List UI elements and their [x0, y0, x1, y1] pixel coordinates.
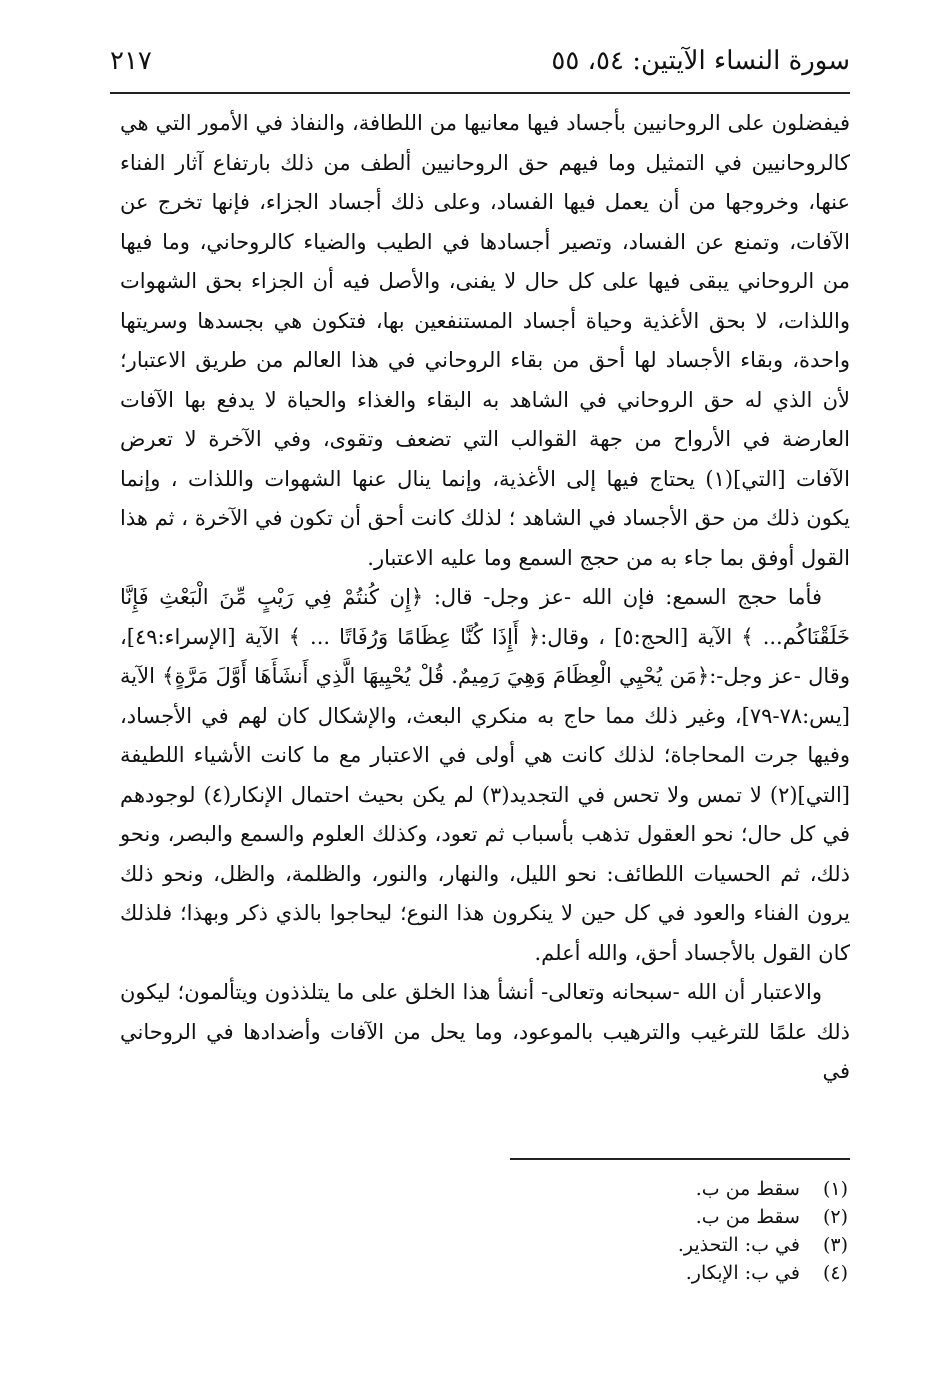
footnote-text: في ب: الإبكار. [685, 1262, 800, 1284]
footnote [548, 1175, 848, 1203]
footnote-text: سقط من ب. [695, 1206, 800, 1228]
page-number: ٢١٧ [110, 46, 152, 76]
footnote-text: سقط من ب. [695, 1178, 800, 1200]
footnote-number: (٣) [822, 1234, 848, 1256]
paragraph: فأما حجج السمع: فإن الله -عز وجل- قال: ﴿إِن كُنتُمْ فِي رَيْبٍ مِّنَ الْبَعْثِ فَإِنَّا خَلَقْنَاكُم... ﴾ الآية [الحج:٥] ، وقال:﴿ أَإِذَا كُنَّا عِظَامًا وَرُفَاتًا ... ﴾ الآية [الإسراء:٤٩]، وقال -عز وجل-:﴿مَن يُحْيِي الْعِظَامَ وَهِيَ رَمِيمٌ. قُلْ يُحْيِيهَا الَّذِي أَنشَأَهَا أَوَّلَ مَرَّةٍ﴾ الآية [يس:٧٨-٧٩]، وغير ذلك مما حاج به منكري البعث، والإشكال كان لهم في الأجساد، وفيها جرت المحاجاة؛ لذلك كانت هي أولى في الاعتبار مع ما كانت الأشياء اللطيفة [التي](٢) لا تمس ولا تحس في التجديد(٣) لم يكن بحيث احتمال الإنكار(٤) لوجودهم في كل حال؛ نحو العقول تذهب بأسباب ثم تعود، وكذلك العلوم والسمع والبصر، ونحو ذلك، ثم الحسيات اللطائف: نحو الليل، والنهار، والنور، والظلمة، والظل، ونحو ذلك يرون الفناء والعود في كل حين لا ينكرون هذا النوع؛ ليحاجوا بالذي ذكر وبهذا؛ فلذلك كان القول بالأجساد أحق، والله أعلم. [120, 585, 850, 965]
paragraph: فيفضلون على الروحانيين بأجساد فيها معانيها من اللطافة، والنفاذ في الأمور التي هي كالروحانيين في التمثيل وما فيهم حق الروحانيين ألطف من ذلك بارتفاع آثار الفناء عنها، وخروجها من أن يعمل فيها الفساد، وعلى ذلك أجساد الجزاء، فإنها تخرج عن الآفات، وتمنع عن الفساد، وتصير أجسادها في الطيب والضياء كالروحاني، وما فيها من الروحاني يبقى فيها على كل حال لا يفنى، والأصل فيه أن الجزاء بحق الشهوات واللذات، لا بحق الأغذية وحياة أجساد المستنفعين بها، فتكون هي بجسدها وسريتها واحدة، وبقاء الأجساد لها أحق من بقاء الروحاني في هذا العالم من طريق الاعتبار؛ لأن الذي له حق الروحاني في الشاهد به البقاء والغذاء والحياة لا يدفع بها الآفات العارضة في الأرواح من جهة القوالب التي تضعف وتقوى، وفي الآخرة لا تعرض الآفات [التي](١) يحتاج فيها إلى الأغذية، وإنما ينال عنها الشهوات واللذات ، وإنما يكون ذلك من حق الأجساد في الشاهد ؛ لذلك كانت أحق أن تكون في الآخرة ، ثم هذا القول أوفق بما جاء به من حجج السمع وما عليه الاعتبار. [120, 111, 850, 570]
footnote [548, 1203, 848, 1231]
footnote-number: (٢) [822, 1206, 848, 1228]
running-title: سورة النساء الآيتين: ٥٤، ٥٥ [551, 46, 850, 76]
footnotes [548, 1175, 848, 1287]
paragraph: والاعتبار أن الله -سبحانه وتعالى- أنشأ هذا الخلق على ما يتلذذون ويتألمون؛ ليكون ذلك علمًا للترغيب والترهيب بالموعود، وما يحل من الآفات وأضدادها في الروحاني في [120, 980, 850, 1083]
main-text [120, 104, 850, 1092]
footnote [548, 1259, 848, 1287]
footnote-number: (٤) [822, 1262, 848, 1284]
header-divider [110, 92, 850, 94]
footnote-divider [510, 1158, 850, 1160]
footnote [548, 1231, 848, 1259]
page-header [110, 40, 850, 90]
footnote-text: في ب: التحذير. [677, 1234, 800, 1256]
footnote-number: (١) [822, 1178, 848, 1200]
